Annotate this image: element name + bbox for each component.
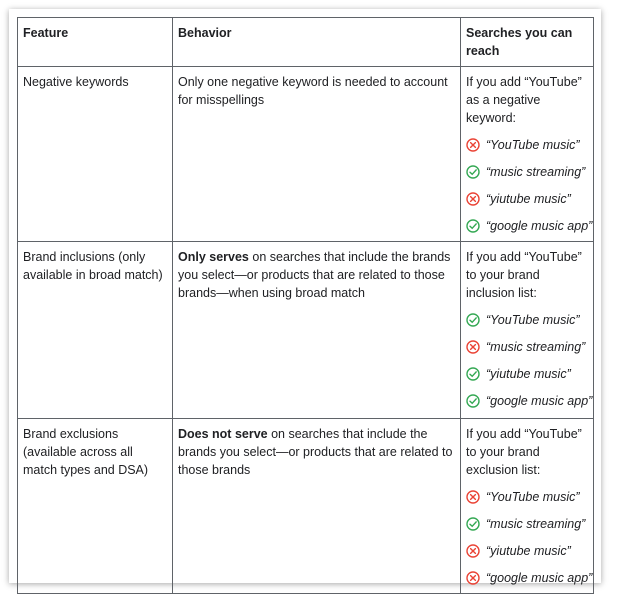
search-query: “YouTube music”: [486, 490, 580, 504]
search-query: “yiutube music”: [486, 367, 571, 381]
check-icon: [466, 165, 480, 179]
cross-icon: [466, 571, 480, 585]
example-intro: If you add “YouTube” to your brand inclusion list:: [466, 250, 582, 300]
searches-cell: [461, 242, 594, 419]
list-item: [466, 190, 588, 208]
search-query: “YouTube music”: [486, 313, 580, 327]
example-intro: If you add “YouTube” as a negative keyword:: [466, 75, 582, 125]
behavior-text: on searches that include the brands you select—or products that are related to those brands: [178, 427, 453, 477]
behavior-text: on searches that include the brands you select—or products that are related to those brands—when using broad match: [178, 250, 451, 300]
cross-icon: [466, 340, 480, 354]
behavior-text: Only one negative keyword is needed to account for misspellings: [178, 75, 448, 107]
check-icon: [466, 313, 480, 327]
feature-cell: Brand inclusions (only available in broad match): [18, 242, 173, 419]
feature-cell: Negative keywords: [18, 67, 173, 242]
list-item: [466, 542, 588, 560]
search-query: “music streaming”: [486, 340, 586, 354]
check-icon: [466, 394, 480, 408]
search-query: “yiutube music”: [486, 192, 571, 206]
behavior-cell: [173, 242, 461, 419]
list-item: [466, 311, 588, 329]
search-query: “yiutube music”: [486, 544, 571, 558]
searches-cell: [461, 419, 594, 594]
list-item: [466, 392, 593, 410]
list-item: [466, 163, 588, 181]
table-frame: [9, 9, 601, 583]
table-row: [18, 67, 594, 242]
header-searches: Searches you can reach: [461, 18, 594, 67]
search-query: “YouTube music”: [486, 138, 580, 152]
list-item: [466, 338, 588, 356]
cross-icon: [466, 490, 480, 504]
searches-cell: [461, 67, 594, 242]
list-item: [466, 365, 588, 383]
header-feature: Feature: [18, 18, 173, 67]
search-query: “music streaming”: [486, 165, 586, 179]
feature-cell: Brand exclusions (available across all match types and DSA): [18, 419, 173, 594]
list-item: [466, 217, 593, 235]
check-icon: [466, 367, 480, 381]
behavior-cell: [173, 419, 461, 594]
example-intro: If you add “YouTube” to your brand exclusion list:: [466, 427, 582, 477]
comparison-table: [17, 17, 594, 594]
list-item: [466, 136, 588, 154]
search-query: “music streaming”: [486, 517, 586, 531]
behavior-emphasis: Only serves: [178, 250, 249, 264]
cross-icon: [466, 192, 480, 206]
header-behavior: Behavior: [173, 18, 461, 67]
search-query: “google music app”: [486, 571, 593, 585]
search-query: “google music app”: [486, 219, 593, 233]
table-row: [18, 242, 594, 419]
behavior-emphasis: Does not serve: [178, 427, 268, 441]
header-row: [18, 18, 594, 67]
search-query: “google music app”: [486, 394, 593, 408]
table-row: [18, 419, 594, 594]
list-item: [466, 569, 593, 587]
list-item: [466, 515, 588, 533]
check-icon: [466, 219, 480, 233]
cross-icon: [466, 544, 480, 558]
behavior-cell: [173, 67, 461, 242]
list-item: [466, 488, 588, 506]
check-icon: [466, 517, 480, 531]
cross-icon: [466, 138, 480, 152]
